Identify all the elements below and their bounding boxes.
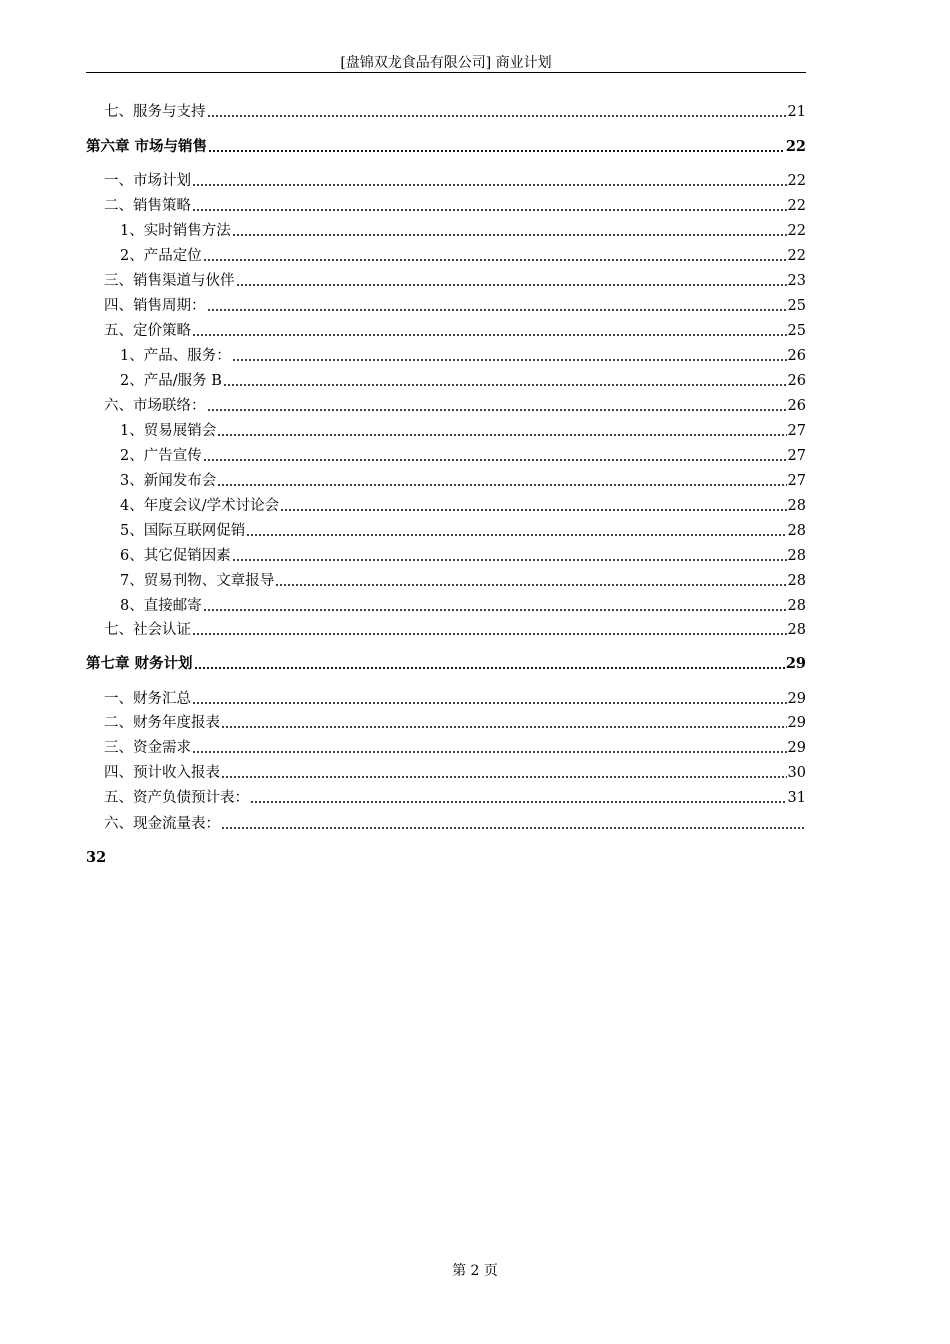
toc-entry-label: 六、市场联络： [104,398,206,414]
toc-entry[interactable] [86,762,806,784]
toc-entry[interactable] [86,595,806,617]
toc-entry-label: 七、社会认证 [104,622,191,638]
toc-entry-page: 31 [787,790,806,806]
toc-leader-dots [192,183,787,187]
toc-entry[interactable] [86,712,806,734]
toc-chapter-entry[interactable] [86,653,806,675]
toc-entry[interactable] [86,787,806,809]
toc-leader-dots [192,333,787,337]
toc-leader-dots [221,775,787,779]
toc-entry-label: 3、新闻发布会 [120,473,217,489]
toc-entry[interactable] [86,101,806,123]
toc-entry-label: 5、国际互联网促销 [120,523,246,539]
toc-entry[interactable] [86,420,806,442]
toc-entry-label: 二、财务年度报表 [104,715,220,731]
toc-entry-label: 1、产品、服务： [120,348,231,364]
toc-entry-label: 第七章 财务计划 [86,655,193,672]
toc-entry-page: 21 [787,104,806,120]
toc-leader-dots [221,826,805,830]
toc-entry-page: 25 [787,298,806,314]
toc-entry-label: 五、资产负债预计表： [104,790,249,806]
toc-entry-page: 28 [787,548,806,564]
toc-entry-page: 28 [787,573,806,589]
toc-leader-dots [275,583,786,587]
header-divider [86,72,806,73]
toc-entry-label: 8、直接邮寄 [120,598,202,614]
toc-entry-page: 22 [785,138,806,155]
toc-entry-page: 22 [787,173,806,189]
toc-entry-label: 四、预计收入报表 [104,765,220,781]
toc-entry-page: 28 [787,622,806,638]
toc-entry-label: 4、年度会议/学术讨论会 [120,498,280,514]
toc-entry[interactable] [86,295,806,317]
toc-entry-page: 27 [787,423,806,439]
toc-wrapped-page-number: 32 [86,849,107,866]
toc-entry-label: 2、产品定位 [120,248,202,264]
toc-chapter-entry[interactable] [86,136,806,158]
toc-entry-label: 6、其它促销因素 [120,548,231,564]
toc-entry-label: 2、广告宣传 [120,448,202,464]
toc-entry-label: 六、现金流量表： [104,816,220,832]
toc-entry[interactable] [86,245,806,267]
toc-entry-page: 22 [787,223,806,239]
toc-leader-dots [280,508,786,512]
toc-leader-dots [192,750,787,754]
toc-entry-page: 29 [785,655,806,672]
toc-entry-page: 27 [787,448,806,464]
toc-leader-dots [232,233,787,237]
toc-entry-label: 三、资金需求 [104,740,191,756]
toc-leader-dots [232,358,787,362]
toc-entry-label: 一、市场计划 [104,173,191,189]
toc-leader-dots [192,208,787,212]
toc-leader-dots [203,608,787,612]
toc-entry-label: 三、销售渠道与伙伴 [104,273,235,289]
toc-entry-page: 30 [787,765,806,781]
toc-entry[interactable] [86,619,806,641]
toc-entry-page: 27 [787,473,806,489]
toc-leader-dots [232,558,787,562]
toc-entry-label: 1、实时销售方法 [120,223,231,239]
toc-entry[interactable] [86,320,806,342]
toc-entry[interactable] [86,688,806,710]
toc-leader-dots [246,533,786,537]
toc-leader-dots [217,433,786,437]
toc-entry-page: 29 [787,715,806,731]
toc-entry[interactable] [86,270,806,292]
toc-entry-page: 29 [787,740,806,756]
toc-leader-dots [203,458,787,462]
toc-leader-dots [250,800,787,804]
page-footer: 第 2 页 [452,1263,498,1279]
toc-entry[interactable] [86,395,806,417]
toc-entry-page: 28 [787,498,806,514]
toc-entry-label: 七、服务与支持 [104,104,206,120]
toc-leader-dots [208,149,785,153]
toc-entry[interactable] [86,495,806,517]
toc-leader-dots [217,483,786,487]
toc-entry-page: 23 [787,273,806,289]
toc-entry-page: 26 [787,373,806,389]
toc-entry[interactable] [86,570,806,592]
toc-entry[interactable] [86,470,806,492]
toc-entry-page: 28 [787,523,806,539]
toc-leader-dots [207,408,787,412]
toc-entry-label: 一、财务汇总 [104,691,191,707]
toc-leader-dots [194,666,785,670]
toc-entry[interactable] [86,737,806,759]
toc-entry-label: 1、贸易展销会 [120,423,217,439]
toc-entry-page: 25 [787,323,806,339]
toc-leader-dots [203,258,787,262]
toc-entry[interactable] [86,445,806,467]
toc-leader-dots [236,283,787,287]
toc-entry-label: 二、销售策略 [104,198,191,214]
toc-leader-dots [192,701,787,705]
toc-entry-page: 22 [787,248,806,264]
toc-leader-dots [207,114,787,118]
toc-leader-dots [207,308,787,312]
toc-entry-page: 26 [787,348,806,364]
toc-entry-label: 五、定价策略 [104,323,191,339]
toc-entry-page: 29 [787,691,806,707]
page-header: [盘锦双龙食品有限公司] 商业计划 [340,55,552,71]
toc-entry[interactable] [86,370,806,392]
toc-entry[interactable] [86,345,806,367]
toc-entry[interactable] [86,195,806,217]
toc-entry-label: 7、贸易刊物、文章报导 [120,573,275,589]
toc-entry[interactable] [86,813,806,835]
toc-entry-page: 26 [787,398,806,414]
toc-entry-page: 28 [787,598,806,614]
toc-entry[interactable] [86,520,806,542]
toc-entry-label: 第六章 市场与销售 [86,138,208,155]
toc-leader-dots [221,725,787,729]
toc-leader-dots [223,383,787,387]
toc-entry[interactable] [86,220,806,242]
toc-leader-dots [192,632,787,636]
toc-entry[interactable] [86,170,806,192]
toc-entry-page: 22 [787,198,806,214]
toc-entry-label: 2、产品/服务 B [120,373,222,389]
toc-entry-label: 四、销售周期： [104,298,206,314]
toc-entry[interactable] [86,545,806,567]
